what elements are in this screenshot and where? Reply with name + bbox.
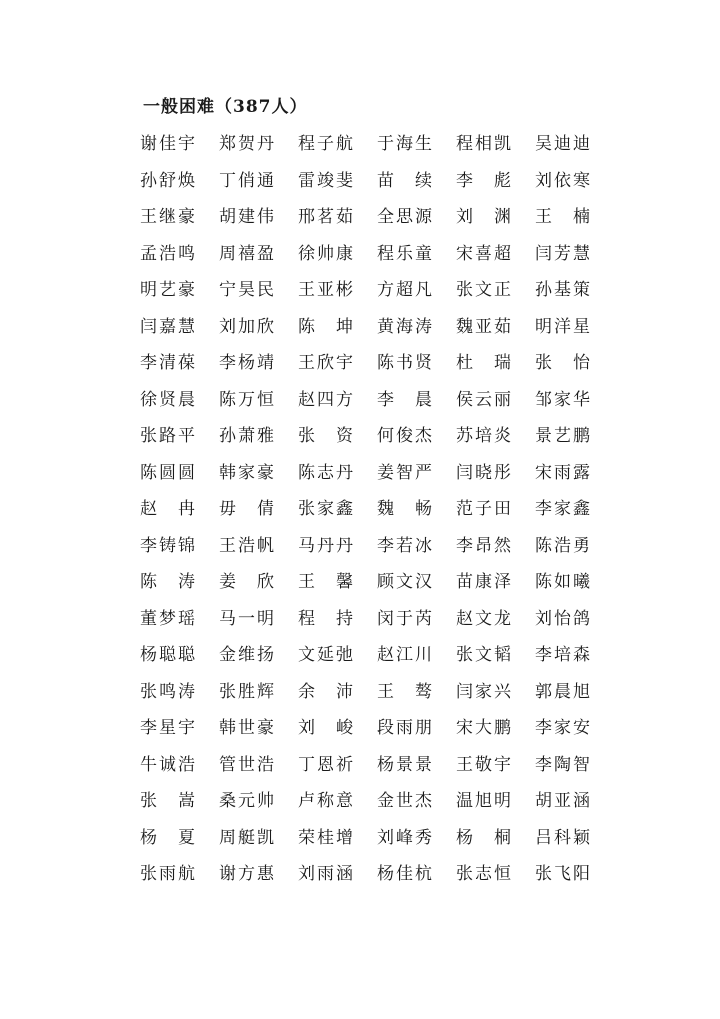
student-name: 王欣宇 <box>298 353 355 373</box>
student-name: 邹家华 <box>535 389 592 410</box>
student-name: 方超凡 <box>377 280 434 300</box>
student-name: 闫家兴 <box>456 681 513 702</box>
student-name: 张路平 <box>140 426 197 446</box>
student-name: 谢佳宇 <box>140 134 197 154</box>
student-name: 郭晨旭 <box>535 681 592 702</box>
student-name: 韩世豪 <box>219 718 276 738</box>
student-name: 董梦瑶 <box>140 608 197 629</box>
student-name: 牛诚浩 <box>140 754 197 775</box>
student-name: 李铸锦 <box>140 535 197 556</box>
student-name: 程乐童 <box>377 243 434 264</box>
student-name: 卢称意 <box>298 791 355 811</box>
student-name: 张 怡 <box>535 353 592 373</box>
student-name: 荣桂增 <box>298 827 355 848</box>
student-name: 王敬宇 <box>456 754 513 775</box>
student-name: 张胜辉 <box>219 681 276 702</box>
student-name: 胡建伟 <box>219 207 276 227</box>
student-name: 王 楠 <box>535 207 592 227</box>
student-name: 张飞阳 <box>535 864 592 884</box>
student-name: 杨景景 <box>377 754 434 775</box>
student-name: 马丹丹 <box>298 535 355 556</box>
student-name: 温旭明 <box>456 791 513 811</box>
student-name: 赵 冉 <box>140 499 197 519</box>
student-name: 王亚彬 <box>298 280 355 300</box>
name-list <box>140 126 614 893</box>
student-name: 杨 桐 <box>456 827 513 848</box>
student-name: 魏 畅 <box>377 499 434 519</box>
student-name: 赵四方 <box>298 389 355 410</box>
student-name: 黄海涛 <box>377 316 434 337</box>
student-name: 杨佳杭 <box>377 864 434 884</box>
student-name: 宋喜超 <box>456 243 513 264</box>
student-name: 闫晓彤 <box>456 462 513 483</box>
student-name: 闫芳慧 <box>535 243 592 264</box>
student-name: 刘峰秀 <box>377 827 434 848</box>
student-name: 金世杰 <box>377 791 434 811</box>
student-name: 明洋星 <box>535 316 592 337</box>
student-name: 李家鑫 <box>535 499 592 519</box>
student-name: 全思源 <box>377 207 434 227</box>
student-name: 张 资 <box>298 426 355 446</box>
student-name: 郑贺丹 <box>219 134 276 154</box>
student-name: 刘怡鸽 <box>535 608 592 629</box>
student-name: 孙萧雅 <box>219 426 276 446</box>
student-name: 闫嘉慧 <box>140 316 197 337</box>
student-name: 何俊杰 <box>377 426 434 446</box>
student-name: 姜 欣 <box>219 572 276 592</box>
student-name: 李清葆 <box>140 353 197 373</box>
student-name: 王继豪 <box>140 207 197 227</box>
student-name: 张雨航 <box>140 864 197 884</box>
student-name: 丁俏通 <box>219 170 276 191</box>
student-name: 杨 夏 <box>140 827 197 848</box>
student-name: 周艇凯 <box>219 827 276 848</box>
student-name: 张文韬 <box>456 645 513 665</box>
student-name: 陈书贤 <box>377 353 434 373</box>
student-name: 吕科颖 <box>535 827 592 848</box>
student-name: 杨聪聪 <box>140 645 197 665</box>
student-name: 管世浩 <box>219 754 276 775</box>
student-name: 程 持 <box>298 608 355 629</box>
student-name: 张鸣涛 <box>140 681 197 702</box>
student-name: 李杨靖 <box>219 353 276 373</box>
student-name: 陈如曦 <box>535 572 592 592</box>
student-name: 苗 续 <box>377 170 434 191</box>
student-name: 吴迪迪 <box>535 134 592 154</box>
student-name: 周禧盈 <box>219 243 276 264</box>
student-name: 程相凯 <box>456 134 513 154</box>
student-name: 宋大鹏 <box>456 718 513 738</box>
student-name: 文延弛 <box>298 645 355 665</box>
student-name: 邢茗茹 <box>298 207 355 227</box>
student-name: 胡亚涵 <box>535 791 592 811</box>
student-name: 陈浩勇 <box>535 535 592 556</box>
student-name: 李若冰 <box>377 535 434 556</box>
student-name: 徐帅康 <box>298 243 355 264</box>
student-name: 苗康泽 <box>456 572 513 592</box>
student-name: 陈 涛 <box>140 572 197 592</box>
student-name: 苏培炎 <box>456 426 513 446</box>
student-name: 陈万恒 <box>219 389 276 410</box>
student-name: 赵文龙 <box>456 608 513 629</box>
student-name: 张志恒 <box>456 864 513 884</box>
student-name: 王 馨 <box>298 572 355 592</box>
student-name: 刘依寒 <box>535 170 592 191</box>
student-name: 桑元帅 <box>219 791 276 811</box>
student-name: 马一明 <box>219 608 276 629</box>
student-name: 魏亚茹 <box>456 316 513 337</box>
student-name: 刘 渊 <box>456 207 513 227</box>
student-name: 段雨朋 <box>377 718 434 738</box>
student-name: 顾文汉 <box>377 572 434 592</box>
student-name: 雷竣斐 <box>298 170 355 191</box>
student-name: 韩家豪 <box>219 462 276 483</box>
student-name: 张 嵩 <box>140 791 197 811</box>
section-heading: 一般困难（387人） <box>143 97 308 117</box>
student-name: 明艺豪 <box>140 280 197 300</box>
student-name: 宁昊民 <box>219 280 276 300</box>
student-name: 陈 坤 <box>298 316 355 337</box>
student-name: 孟浩鸣 <box>140 243 197 264</box>
student-name: 赵江川 <box>377 645 434 665</box>
student-name: 李培森 <box>535 645 592 665</box>
student-name: 李陶智 <box>535 754 592 775</box>
student-name: 李 彪 <box>456 170 513 191</box>
student-name: 侯云丽 <box>456 389 513 410</box>
student-name: 李家安 <box>535 718 592 738</box>
student-name: 景艺鹏 <box>535 426 592 446</box>
student-name: 谢方惠 <box>219 864 276 884</box>
student-name: 程子航 <box>298 134 355 154</box>
student-name: 闵于芮 <box>377 608 434 629</box>
student-name: 刘 峻 <box>298 718 355 738</box>
student-name: 金维扬 <box>219 645 276 665</box>
student-name: 刘雨涵 <box>298 864 355 884</box>
student-name: 刘加欣 <box>219 316 276 337</box>
student-name: 李昂然 <box>456 535 513 556</box>
student-name: 宋雨露 <box>535 462 592 483</box>
student-name: 徐贤晨 <box>140 389 197 410</box>
student-name: 姜智严 <box>377 462 434 483</box>
student-name: 余 沛 <box>298 681 355 702</box>
student-name: 毋 倩 <box>219 499 276 519</box>
student-name: 王 骜 <box>377 681 434 702</box>
student-name: 张家鑫 <box>298 499 355 519</box>
student-name: 范子田 <box>456 499 513 519</box>
student-name: 陈志丹 <box>298 462 355 483</box>
student-name: 于海生 <box>377 134 434 154</box>
student-name: 孙舒焕 <box>140 170 197 191</box>
student-name: 陈圆圆 <box>140 462 197 483</box>
student-name: 孙基策 <box>535 280 592 300</box>
student-name: 李星宇 <box>140 718 197 738</box>
student-name: 王浩帆 <box>219 535 276 556</box>
student-name: 杜 瑞 <box>456 353 513 373</box>
student-name: 张文正 <box>456 280 513 300</box>
student-name: 丁恩祈 <box>298 754 355 775</box>
student-name: 李 晨 <box>377 389 434 410</box>
